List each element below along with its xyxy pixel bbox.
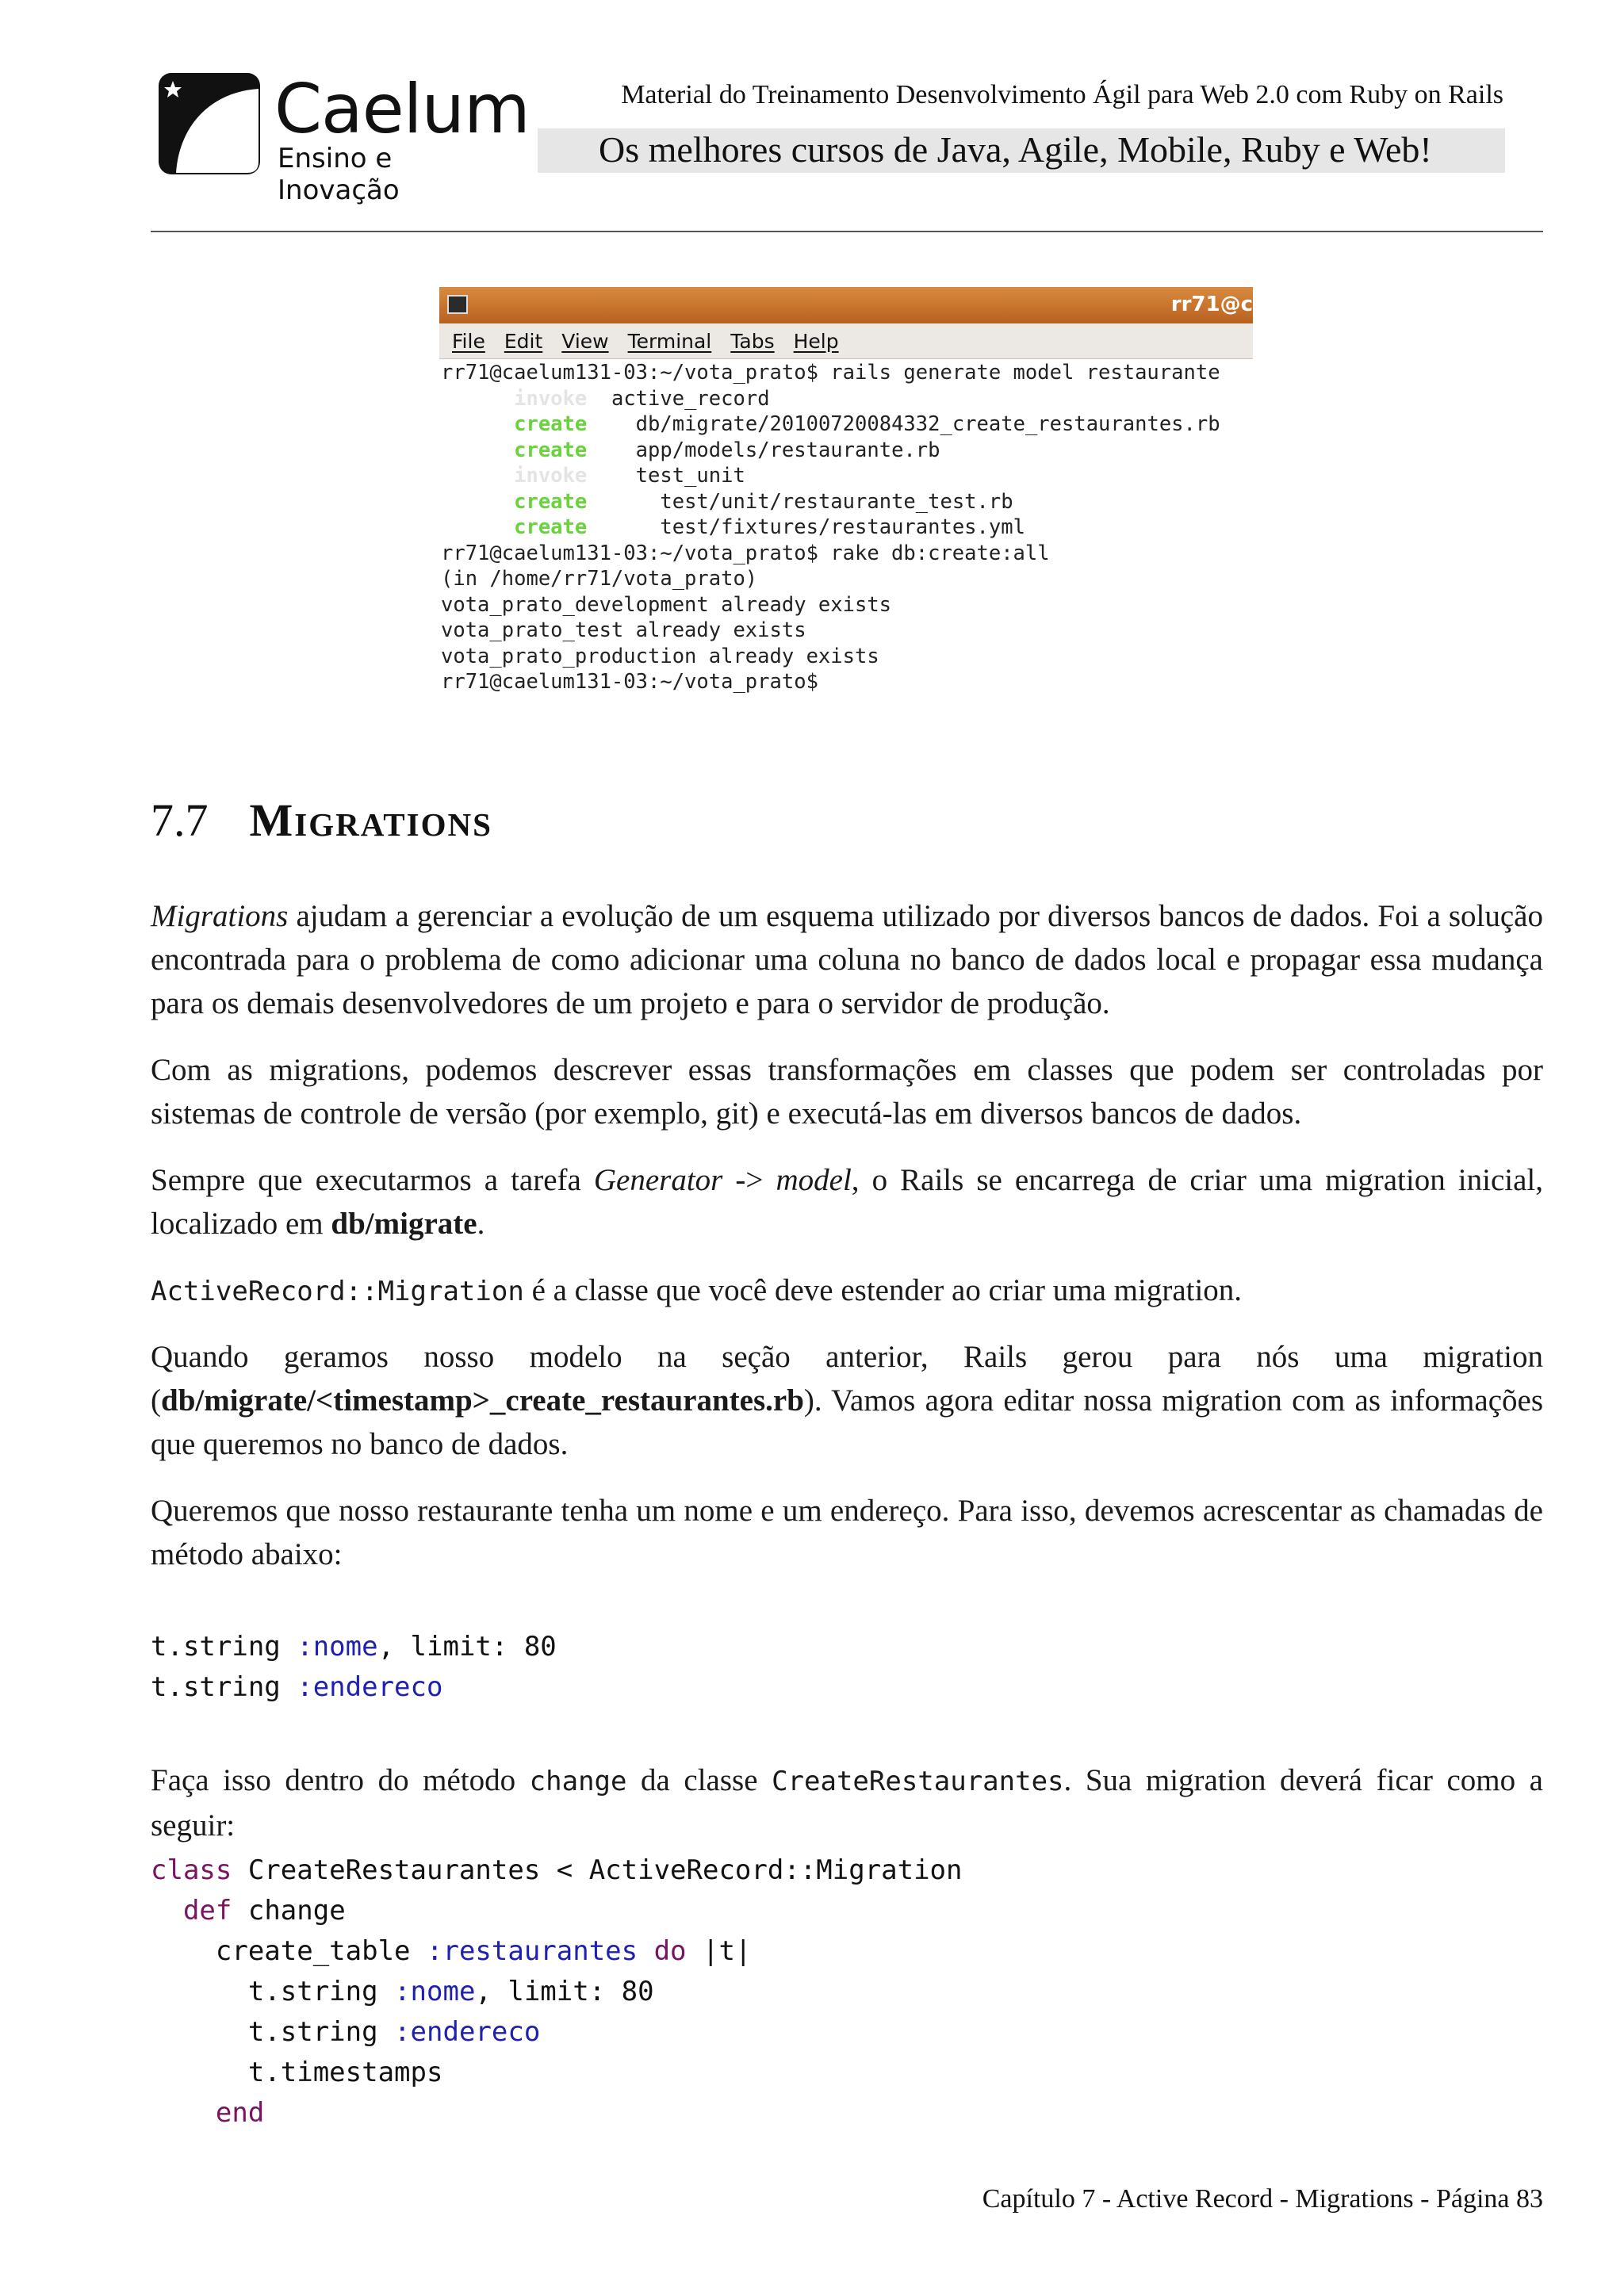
menu-edit[interactable]: Edit	[504, 329, 543, 353]
terminal-status: invoke	[514, 464, 588, 488]
course-title: Material do Treinamento Desenvolvimento Ágil para Web 2.0 com Ruby on Rails	[621, 80, 1503, 109]
menu-terminal[interactable]: Terminal	[627, 329, 712, 353]
code-keyword: end	[215, 2097, 265, 2129]
code-keyword: do	[638, 1935, 687, 1967]
terminal-line: rr71@caelum131-03:~/vota_prato$ rake db:create:all	[441, 541, 1050, 565]
section-heading	[151, 793, 492, 848]
paragraph-text: .	[477, 1207, 485, 1241]
code-text: , limit: 80	[475, 1976, 654, 2007]
terminal-menubar	[439, 323, 1253, 359]
terminal-output	[441, 360, 1220, 695]
section-title: Migrations	[249, 794, 492, 846]
paragraph-text: . Sua migration deverá ficar como a seguir:	[151, 1763, 1543, 1843]
code-keyword: class	[151, 1854, 232, 1886]
emphasis-generator: Generator	[593, 1163, 723, 1197]
slogan: Os melhores cursos de Java, Agile, Mobile, Ruby e Web!	[599, 129, 1432, 170]
terminal-status: invoke	[514, 386, 588, 411]
paragraph-change-method	[151, 1758, 1543, 1847]
caelum-logo	[155, 68, 530, 206]
paragraph-version-control: Com as migrations, podemos descrever essas transformações em classes que podem ser controladas por sistemas de controle de versão (por exemplo, git) e executá-las em diversos bancos de dados.	[151, 1053, 1543, 1131]
terminal-icon	[447, 295, 468, 314]
inline-code: ActiveRecord::Migration	[151, 1276, 524, 1307]
terminal-status: create	[514, 438, 588, 462]
paragraph-nome-endereco: Queremos que nosso restaurante tenha um nome e um endereço. Para isso, devemos acrescentar as chamadas de método abaixo:	[151, 1494, 1543, 1571]
code-symbol: :endereco	[297, 1671, 443, 1703]
page-footer: Capítulo 7 - Active Record - Migrations - Página 83	[982, 2184, 1543, 2214]
terminal-status: create	[514, 515, 588, 539]
paragraph-activerecord	[151, 1269, 1543, 1314]
menu-help[interactable]: Help	[793, 329, 839, 353]
paragraph-generator	[151, 1158, 1543, 1246]
terminal-line: vota_prato_production already exists	[441, 644, 879, 668]
code-text: create_table	[215, 1935, 427, 1967]
code-text: t.string	[151, 1671, 297, 1703]
caelum-logo-icon	[155, 70, 263, 178]
code-keyword: def	[182, 1895, 232, 1927]
inline-code: change	[529, 1766, 627, 1797]
paragraph-text: Faça isso dentro do método	[151, 1763, 530, 1797]
paragraph-intro	[151, 894, 1543, 1025]
inline-code: CreateRestaurantes	[772, 1766, 1064, 1797]
terminal-line: app/models/restaurante.rb	[635, 438, 940, 462]
menu-tabs[interactable]: Tabs	[730, 329, 775, 353]
terminal-line: db/migrate/20100720084332_create_restaurantes.rb	[635, 412, 1220, 436]
paragraph-text: ajudam a gerenciar a evolução de um esquema utilizado por diversos bancos de dados. Foi a solução encontrada para o problema de como adicionar uma coluna no banco de dados local e propagar essa mudança para os demais desenvolvedores de um projeto e para o servidor de produção.	[151, 899, 1543, 1020]
paragraph-generated-migration	[151, 1335, 1543, 1466]
code-text: |t|	[686, 1935, 752, 1967]
code-text: CreateRestaurantes < ActiveRecord::Migration	[232, 1854, 963, 1886]
terminal-line: test_unit	[635, 464, 745, 488]
paragraph-text: da classe	[626, 1763, 772, 1797]
code-text: t.timestamps	[247, 2057, 443, 2088]
code-text: change	[232, 1895, 346, 1927]
code-text: , limit: 80	[377, 1631, 557, 1663]
terminal-titlebar	[439, 287, 1253, 323]
code-snippet-migration-class	[151, 1850, 963, 2133]
menu-view[interactable]: View	[561, 329, 609, 353]
paragraph-text: ). Vamos agora editar nossa migration com as informações que queremos no banco de dados.	[151, 1383, 1543, 1461]
paragraph-text: , o Rails se encarrega de criar uma migration inicial, localizado em	[151, 1163, 1543, 1241]
code-text: t.string	[247, 1976, 395, 2007]
code-snippet-columns	[151, 1627, 557, 1708]
paragraph-text: Sempre que executarmos a tarefa	[151, 1163, 594, 1197]
section-number: 7.7	[151, 794, 209, 846]
path-db-migrate: db/migrate	[331, 1207, 477, 1241]
menu-file[interactable]: File	[452, 329, 485, 353]
terminal-line: active_record	[611, 386, 770, 411]
emphasis-model: model	[776, 1163, 852, 1197]
term-migrations: Migrations	[151, 899, 289, 933]
terminal-line: rr71@caelum131-03:~/vota_prato$	[441, 670, 818, 694]
paragraph-text: Quando geramos nosso modelo na seção anterior, Rails gerou para nós uma migration (	[151, 1340, 1543, 1418]
code-symbol: :nome	[394, 1976, 476, 2007]
terminal-line: test/unit/restaurante_test.rb	[660, 489, 1013, 514]
terminal-status: create	[514, 489, 588, 514]
terminal-status: create	[514, 412, 588, 436]
path-migration-file: db/migrate/<timestamp>_create_restaurantes.rb	[161, 1383, 804, 1418]
paragraph-text: ->	[722, 1163, 776, 1197]
terminal-line: (in /home/rr71/vota_prato)	[441, 567, 758, 591]
code-text: t.string	[247, 2016, 395, 2048]
code-symbol: :endereco	[394, 2016, 541, 2048]
code-text: t.string	[151, 1631, 297, 1663]
code-symbol: :nome	[297, 1631, 378, 1663]
brand-tagline: Ensino e Inovação	[278, 143, 400, 206]
brand-name: Caelum	[274, 70, 530, 149]
code-symbol: :restaurantes	[427, 1935, 638, 1967]
terminal-line: test/fixtures/restaurantes.yml	[660, 515, 1025, 539]
terminal-title: rr71@c	[1170, 293, 1253, 316]
header-divider	[151, 231, 1543, 232]
terminal-line: vota_prato_development already exists	[441, 592, 892, 617]
terminal-line: vota_prato_test already exists	[441, 618, 806, 642]
terminal-screenshot	[439, 287, 1253, 696]
terminal-line: rr71@caelum131-03:~/vota_prato$ rails generate model restaurante	[441, 361, 1220, 385]
paragraph-text: é a classe que você deve estender ao criar uma migration.	[523, 1273, 1243, 1307]
